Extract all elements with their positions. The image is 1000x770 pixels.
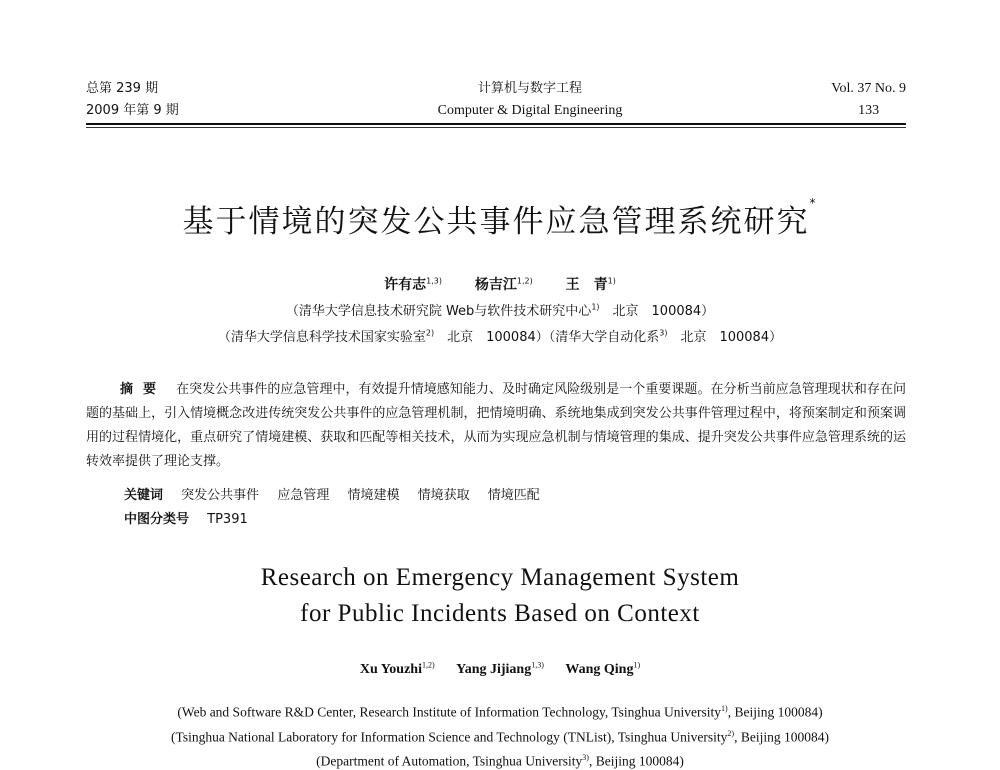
- title-en-line1: Research on Emergency Management System: [260, 564, 740, 591]
- keyword: 情境匹配: [487, 488, 540, 503]
- keyword: 情境建模: [347, 488, 400, 503]
- keyword: 突发公共事件: [181, 488, 260, 503]
- issue-total: 总第 239 期: [86, 81, 159, 96]
- paper-title-en: [0, 560, 1000, 632]
- paper-title-cn: [0, 196, 1000, 241]
- journal-name: [380, 78, 680, 122]
- abstract-text: 在突发公共事件的应急管理中，有效提升情境感知能力、及时确定风险级别是一个重要课题。在分析当前应急管理现状和存在问题的基础上，引入情境概念改进传统突发公共事件的应急管理机制，把情境明确、系统地集成到突发公共事件管理过程中，将预案制定和预案调用的过程情境化，重点研究了情境建模、获取和匹配等相关技术，从而为实现应急机制与情境管理的集成、提升突发公共事件应急管理系统的运转效率提供了理论支撑。: [86, 382, 906, 469]
- author-cn: 许有志$^{1,3)}$: [384, 276, 443, 293]
- volume-info: [831, 78, 906, 122]
- affiliation-cn-1: （清华大学信息技术研究院 Web与软件技术研究中心$^{1)}$ 北京 100084）: [285, 302, 715, 319]
- journal-name-cn: 计算机与数字工程: [477, 81, 582, 96]
- author-en: Yang Jijiang$^{1,3)}$: [456, 660, 544, 677]
- author-en: Xu Youzhi$^{1,2)}$: [359, 660, 435, 677]
- keywords-label: 关键词: [124, 488, 164, 503]
- abstract-label: 摘要: [120, 382, 167, 397]
- keyword: 情境获取: [417, 488, 470, 503]
- title-footnote-mark: *: [809, 196, 818, 210]
- classification: [124, 508, 554, 532]
- author-cn: 杨吉江$^{1,2)}$: [474, 276, 533, 293]
- header-rule-thick: [86, 123, 906, 125]
- classification-value: TP391: [207, 512, 248, 527]
- volume-number: Vol. 37 No. 9: [831, 81, 906, 96]
- keywords-block: [124, 484, 554, 532]
- journal-issue-info: [86, 78, 179, 122]
- journal-name-en: Computer & Digital Engineering: [437, 103, 623, 118]
- keyword: 应急管理: [277, 488, 330, 503]
- authors-en: [0, 660, 1000, 678]
- affiliation-en-2: (Tsinghua National Laboratory for Information Science and Technology (TNList), Tsinghua University$^{2)}$, Beijing 100084): [171, 729, 829, 745]
- keywords: [124, 484, 554, 508]
- affiliation-en-1: (Web and Software R&D Center, Research Institute of Information Technology, Tsinghua University$^{1)}$, Beijing 100084): [177, 704, 823, 720]
- author-cn: 王 青$^{1)}$: [565, 276, 616, 293]
- affiliation-en-3: (Department of Automation, Tsinghua University$^{3)}$, Beijing 100084): [316, 753, 684, 769]
- page-number: 133: [858, 103, 880, 118]
- author-en: Wang Qing$^{1)}$: [565, 660, 641, 677]
- affiliation-cn-2: （清华大学信息科学技术国家实验室$^{2)}$ 北京 100084）（清华大学自动化系$^{3)}$ 北京 100084）: [217, 328, 783, 345]
- abstract-cn: [86, 378, 906, 474]
- header-rule-thin: [86, 127, 906, 128]
- issue-date: 2009 年第 9 期: [86, 103, 179, 118]
- title-cn-text: 基于情境的突发公共事件应急管理系统研究: [182, 204, 810, 240]
- authors-cn: [0, 274, 1000, 294]
- title-en-line2: for Public Incidents Based on Context: [300, 600, 700, 627]
- classification-label: 中图分类号: [124, 512, 190, 527]
